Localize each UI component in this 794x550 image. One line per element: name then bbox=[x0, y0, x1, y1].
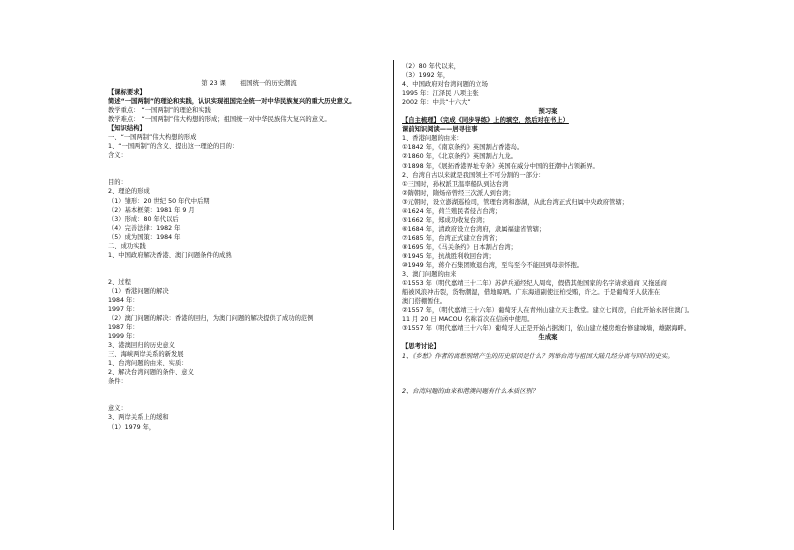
lesson-name: 祖国统一的历史潮流 bbox=[239, 80, 297, 87]
left-line: （4）完善法律：1982 年 bbox=[108, 224, 181, 232]
left-line: 一、“一国两制”伟大构想的形成 bbox=[108, 134, 197, 142]
left-line: （5）成为国策：1984 年 bbox=[108, 233, 181, 241]
right-line: ①1842 年，《南京条约》英国割占香港岛。 bbox=[402, 144, 524, 152]
right-line: ①1553 年（明代嘉靖三十二年）苏萨兵通经纪人周鸾，假借其他国家的名字请求通商 又拖延商 bbox=[402, 280, 667, 288]
left-line: 目的： bbox=[108, 179, 127, 187]
right-line: 生成案 bbox=[538, 334, 558, 342]
left-line: 含义： bbox=[108, 152, 127, 160]
left-line: 2、理论的形成 bbox=[108, 188, 150, 196]
right-line: ⑧1695 年，《马关条约》日本割占台湾； bbox=[402, 243, 517, 251]
right-lines bbox=[402, 62, 694, 396]
right-line: ④1624 年，荷兰殖民者侵占台湾； bbox=[402, 207, 502, 215]
right-line: 2、台湾问题的由来和港澳问题有什么本质区别？ bbox=[402, 387, 539, 395]
left-line: 【知识结构】 bbox=[108, 125, 146, 133]
lesson-number: 第 23 课 bbox=[201, 80, 226, 87]
left-line: 意义： bbox=[108, 405, 127, 413]
right-line: 1、《乡愁》作者的离愁别绪产生的历史原因是什么？列举台湾与祖国大陆几经分离与回归的史实。 bbox=[402, 352, 674, 360]
right-line: ①三国时，孙权派卫温率船队到达台湾 bbox=[402, 180, 509, 188]
left-line: 1987 年： bbox=[108, 324, 139, 332]
right-line: （3）1992 年， bbox=[402, 72, 450, 80]
right-line: ③1898 年，《展拓香港界址专条》英国在威分中国的狂潮中占领新界。 bbox=[402, 162, 599, 170]
right-line: ③元朝时，设立澎湖巡检司，管理台湾和澎湖，从此台湾正式归属中央政府管辖； bbox=[402, 198, 629, 206]
right-line: 4、中国政府对台湾问题的立场 bbox=[402, 81, 488, 89]
left-line: 3、港澳回归的历史意义 bbox=[108, 342, 175, 350]
right-line: 船被风浪冲击裂，货物潮湿，借地晾晒。广东海道副使汪柏受贿，许之。于是葡萄牙人获准在 bbox=[402, 289, 661, 297]
right-line: 3、澳门问题的由来 bbox=[402, 271, 457, 279]
left-line: 1999 年： bbox=[108, 333, 139, 341]
left-line: 3、两岸关系上的缓和 bbox=[108, 414, 169, 422]
left-lines bbox=[108, 88, 390, 432]
right-line: ⑥1684 年，清政府设立台湾府，隶属福建省管辖； bbox=[402, 225, 546, 233]
left-line: （1）雏形：20 世纪 50 年代中后期 bbox=[108, 197, 210, 205]
left-line bbox=[108, 160, 390, 178]
left-line: 2、过程 bbox=[108, 278, 131, 286]
right-line: ⑨1945 年，抗战胜利收回台湾； bbox=[402, 252, 495, 260]
right-line: （2）80 年代以来， bbox=[402, 63, 461, 70]
right-line: ②1557 年，（明代嘉靖三十六年）葡萄牙人在青州山建立天主教堂。建立七间房，自此开始永居住澳门。 bbox=[402, 307, 694, 315]
left-line: （1）1979 年， bbox=[108, 423, 156, 431]
left-line: （2）基本框架：1981 年 9 月 bbox=[108, 206, 195, 214]
right-line: 澳门搭棚暂住。 bbox=[402, 298, 447, 306]
right-line: 11 月 20 日 MACOU 名称首次在信函中使用。 bbox=[402, 316, 534, 324]
right-line: ②隋朝时，隋炀帝曾经三次派人到台湾； bbox=[402, 189, 515, 197]
left-line bbox=[108, 386, 390, 404]
left-line: 二、成功实践 bbox=[108, 242, 146, 250]
right-line: 【自主梳理】（完成《同步导练》上的填空，然后对在书上） bbox=[402, 117, 569, 125]
left-line: （3）形成：80 年代以后 bbox=[108, 215, 179, 223]
left-line: 教学重点： “一国两制”的理论和实践 bbox=[108, 107, 211, 115]
right-line: ②1860 年，《北京条约》英国割占九龙。 bbox=[402, 153, 517, 161]
right-line: 【思考讨论】 bbox=[402, 343, 440, 351]
left-line: 【课标要求】 bbox=[108, 89, 146, 97]
right-column bbox=[402, 0, 694, 550]
lesson-title bbox=[108, 79, 390, 88]
left-line: 2、解决台湾问题的条件、意义 bbox=[108, 369, 194, 377]
right-line: ⑩1949 年，蒋介石集团败退台湾，至鸟至今不能回到母亲怀抱。 bbox=[402, 262, 584, 270]
column-divider bbox=[393, 60, 394, 530]
left-line: 1984 年： bbox=[108, 296, 139, 304]
left-line: 教学难点： “一国两制”伟大构想的形成；祖国统一对中华民族伟大复兴的意义。 bbox=[108, 116, 331, 124]
right-line: ⑤1662 年，郑成功收复台湾； bbox=[402, 216, 489, 224]
left-line bbox=[108, 260, 390, 278]
left-line: 1、台湾问题的由来、实质： bbox=[108, 360, 188, 368]
right-line: ③1557 年（明代嘉靖三十六年）葡萄牙人正是开始占据澳门，依山建立楼房炮台修建城墙，雄踞海畔。 bbox=[402, 325, 691, 333]
left-line: （1）香港问题的解决 bbox=[108, 287, 169, 295]
right-line: 课前知识阅读——居寻往事 bbox=[402, 126, 478, 134]
right-line: 1995 年：江泽民 八项主张 bbox=[402, 90, 479, 98]
left-line: （2）澳门问题的解决：香港的回归，为澳门问题的解决提供了成功的范例 bbox=[108, 315, 314, 323]
right-line: 1、香港问题的由来： bbox=[402, 135, 463, 143]
left-line: 1、“一国两制”的含义、提出这一理论的目的： bbox=[108, 143, 239, 151]
left-line: 简述“一国两制”的理论和实践，认识实现祖国完全统一对中华民族复兴的重大历史意义。 bbox=[108, 98, 356, 106]
right-line: 2002 年：中共“十六大” bbox=[402, 99, 471, 107]
left-line: 1997 年： bbox=[108, 305, 139, 313]
right-line bbox=[402, 379, 694, 387]
left-column bbox=[108, 0, 390, 550]
right-line: 预习案 bbox=[538, 108, 558, 116]
right-line: 2、台湾自古以来就是我国领土不可分割的一部分： bbox=[402, 171, 545, 179]
left-line: 条件： bbox=[108, 378, 127, 386]
right-line bbox=[402, 361, 694, 379]
right-line: ⑦1685 年，台湾正式建立台湾省； bbox=[402, 234, 502, 242]
left-line: 三、海峡两岸关系的新发展 bbox=[108, 351, 184, 359]
left-line: 1、中国政府解决香港、澳门问题条件的成熟 bbox=[108, 251, 232, 259]
